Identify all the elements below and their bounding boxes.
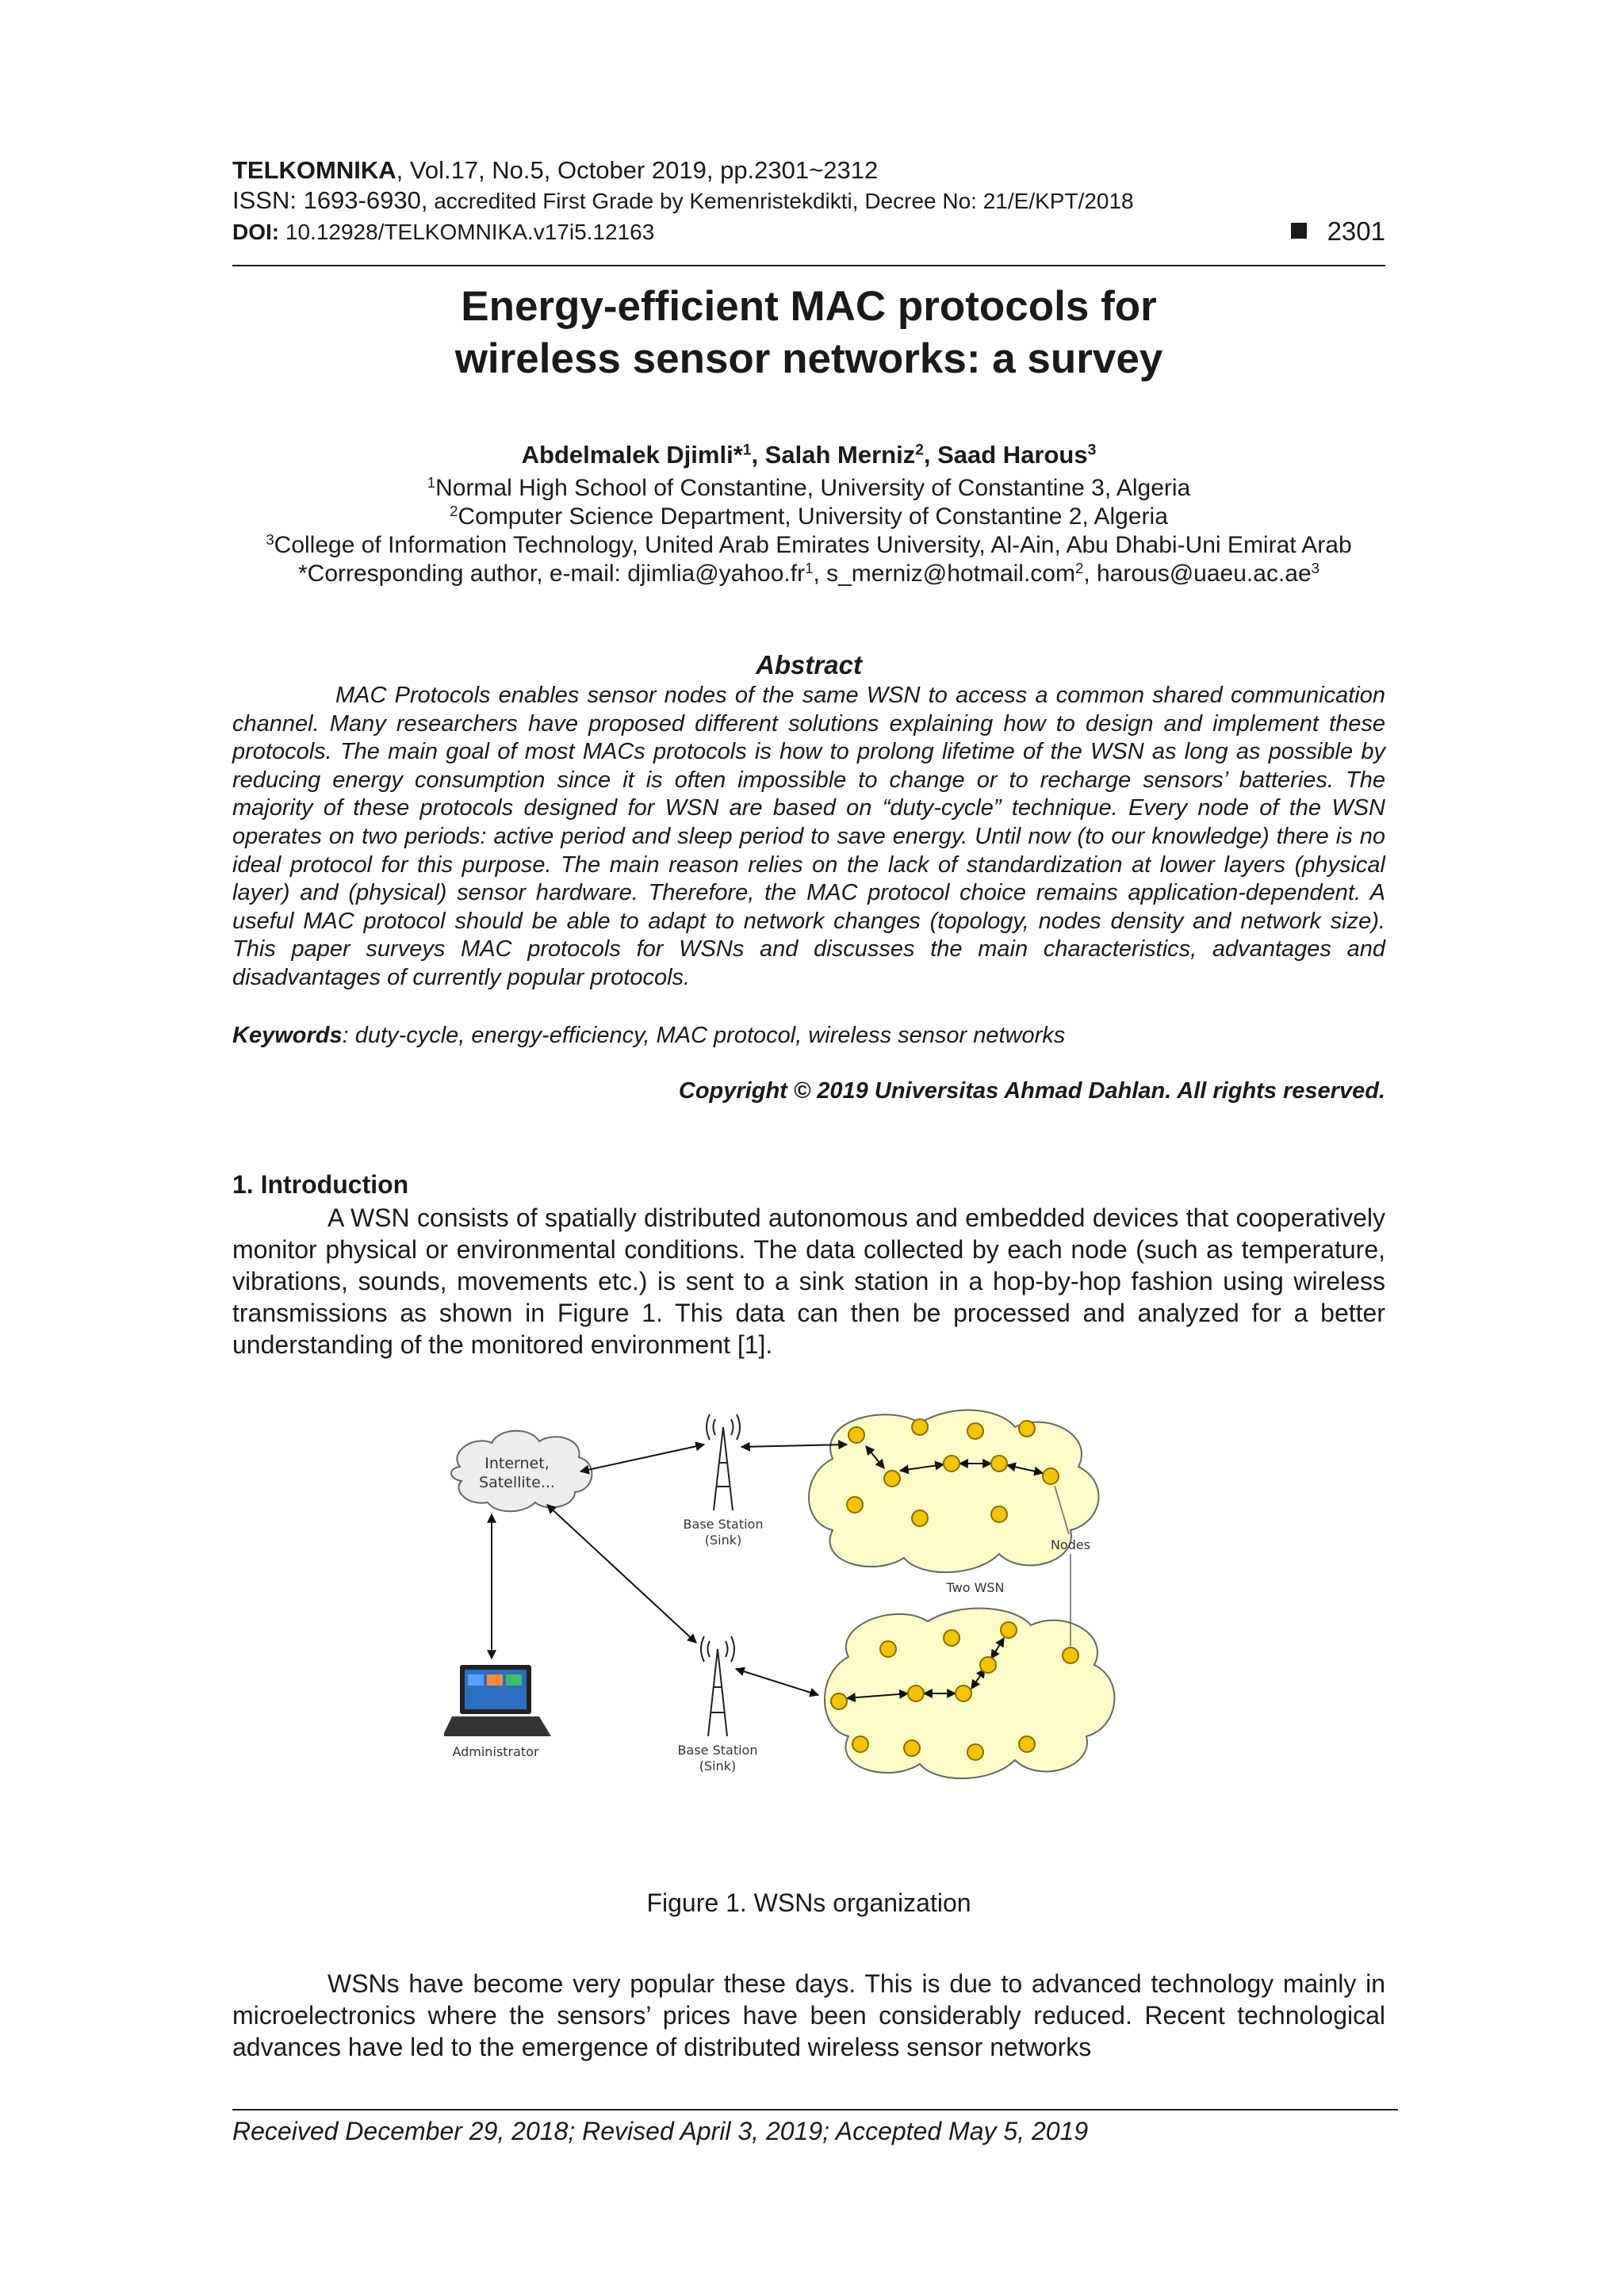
sensor-node [880,1641,896,1657]
author-list [232,441,1385,469]
issn-line [232,186,1385,216]
internet-label-2: Satellite... [479,1474,555,1491]
sensor-node [967,1423,983,1439]
author-1: Abdelmalek Djimli* [521,441,743,469]
paper-title [232,281,1385,385]
corresponding-prefix: *Corresponding author, e-mail: djimlia@yahoo.fr [297,561,806,587]
wsn-organization-figure [444,1403,1189,1831]
intro-paragraph-block [232,1202,1385,1360]
title-line-2: wireless sensor networks: a survey [454,335,1163,382]
accreditation: accredited First Grade by Kemenristekdikti, Decree No: 21/E/KPT/2018 [427,189,1134,213]
doi-label: DOI: [232,220,280,244]
sensor-node [912,1510,928,1526]
antenna-tower-icon [701,1636,734,1736]
keywords [232,1023,1385,1049]
intro-paragraph: A WSN consists of spatially distributed autonomous and embedded devices that cooperatively monitor physical or environmental conditions. The data collected by each node (such as temperature, vibrations, sounds, movements etc.) is sent to a sink station in a hop-by-hop fashion using wireless transmissions as shown in Figure 1. This data can then be processed and analyzed for a better understanding of the monitored environment [1]. [232,1203,1385,1359]
sensor-node [904,1740,920,1756]
administrator-label: Administrator [452,1744,539,1759]
copyright-notice: Copyright © 2019 Universitas Ahmad Dahlan. All rights reserved. [678,1078,1385,1104]
base-station-bottom-label-2: (Sink) [699,1758,737,1774]
sensor-node [1019,1421,1035,1437]
page-number [1291,216,1385,247]
base-station-top-label-2: (Sink) [704,1533,742,1548]
affiliation-1-text: Normal High School of Constantine, University of Constantine 3, Algeria [435,475,1191,501]
keywords-text: : duty-cycle, energy-efficiency, MAC protocol, wireless sensor networks [342,1023,1066,1048]
author-2-sup: 2 [915,442,924,459]
sensor-node [852,1736,868,1752]
base-station-bottom-label-1: Base Station [677,1743,758,1758]
abstract-heading: Abstract [756,650,862,679]
link-internet-basestation-bottom [547,1505,696,1643]
affiliations [198,474,1419,588]
sensor-node [912,1419,928,1435]
sensor-node [908,1686,924,1701]
title-line-1: Energy-efficient MAC protocols for [461,283,1157,330]
affiliation-3 [198,531,1419,560]
journal-name: TELKOMNIKA [232,156,396,184]
keywords-label: Keywords [232,1023,343,1048]
base-station-top-label-1: Base Station [683,1517,764,1532]
page-number-value: 2301 [1327,216,1385,246]
received-dates: Received December 29, 2018; Revised April 3, 2019; Accepted May 5, 2019 [232,2117,1089,2145]
running-header [232,155,1385,247]
affiliation-2-text: Computer Science Department, University of Constantine 2, Algeria [458,503,1168,530]
sensor-node [991,1456,1007,1471]
sensor-node [944,1456,959,1471]
email-2-sup: 2 [1074,559,1084,576]
doi-line [232,216,1385,247]
abstract-text: MAC Protocols enables sensor nodes of the same WSN to access a common shared communication channel. Many researchers have proposed different solutions explaining how to design and implement these protocols. The main goal of most MACs protocols is how to prolong lifetime of the WSN as long as possible by reducing energy consumption since it is often impossible to change or to recharge sensors’ batteries. The majority of these protocols designed for WSN are based on “duty-cycle” technique. Every node of the WSN operates on two periods: active period and sleep period to save energy. Until now (to our knowledge) there is no ideal protocol for this purpose. The main reason relies on the lack of standardization at lower layers (physical layer) and (physical) sensor hardware. Therefore, the MAC protocol choice remains application-dependent. A useful MAC protocol should be able to adapt to network changes (topology, nodes density and network size). This paper surveys MAC protocols for WSNs and discusses the main characteristics, advantages and disadvantages of currently popular protocols. [232,683,1385,990]
author-3-sup: 3 [1087,442,1097,459]
affiliation-1 [198,474,1419,503]
link-internet-basestation-top [580,1445,704,1471]
affiliation-3-sup: 3 [266,530,274,548]
abstract-body [232,682,1385,993]
internet-label-1: Internet, [485,1455,550,1472]
section-heading-introduction: 1. Introduction [232,1170,409,1199]
sensor-node [980,1657,996,1673]
paragraph-2: WSNs have become very popular these days. This is due to advanced technology mainly in microelectronics where the sensors’ prices have been considerably reduced. Recent technological advances have led to the emergence of distributed wireless sensor networks [232,1969,1385,2061]
doi: 10.12928/TELKOMNIKA.v17i5.12163 [279,220,655,244]
footer-rule [232,2109,1398,2110]
link-basestation-bottom-wsn [736,1669,818,1695]
sensor-node [847,1497,863,1513]
affiliation-3-text: College of Information Technology, United Arab Emirates University, Al-Ain, Abu Dhabi-Uni Emirat Arab [274,532,1352,558]
issn: ISSN: 1693-6930, [232,186,428,214]
sensor-node [831,1693,847,1709]
sensor-node [1063,1647,1078,1663]
author-2: , Salah Merniz [751,441,916,469]
affiliation-1-sup: 1 [427,473,436,491]
sensor-node [956,1686,971,1701]
laptop-icon [444,1665,551,1736]
sensor-node [944,1630,959,1646]
sensor-node [1001,1622,1017,1638]
affiliation-2 [198,503,1419,531]
corresponding-author [198,560,1419,588]
sensor-node [1019,1736,1035,1752]
nodes-label: Nodes [1050,1537,1091,1552]
volume-info: , Vol.17, No.5, October 2019, pp.2301~2312 [396,156,879,184]
sensor-node [991,1506,1007,1522]
email-3-sup: 3 [1311,559,1320,576]
antenna-tower-icon [707,1414,740,1510]
affiliation-2-sup: 2 [450,502,458,519]
sensor-node [967,1744,983,1760]
email-2: , s_merniz@hotmail.com [813,561,1075,587]
email-1-sup: 1 [805,559,814,576]
journal-line [232,155,1385,186]
two-wsn-label: Two WSN [946,1580,1005,1595]
author-1-sup: 1 [742,442,752,459]
author-3: , Saad Harous [923,441,1088,469]
sensor-node [884,1471,900,1487]
sensor-node [1043,1468,1059,1484]
figure-caption: Figure 1. WSNs organization [646,1888,971,1917]
email-3: , harous@uaeu.ac.ae [1083,561,1312,587]
paragraph-2-block [232,1968,1385,2063]
header-rule [232,265,1385,266]
square-bullet-icon [1291,223,1307,239]
sensor-node [848,1427,864,1443]
